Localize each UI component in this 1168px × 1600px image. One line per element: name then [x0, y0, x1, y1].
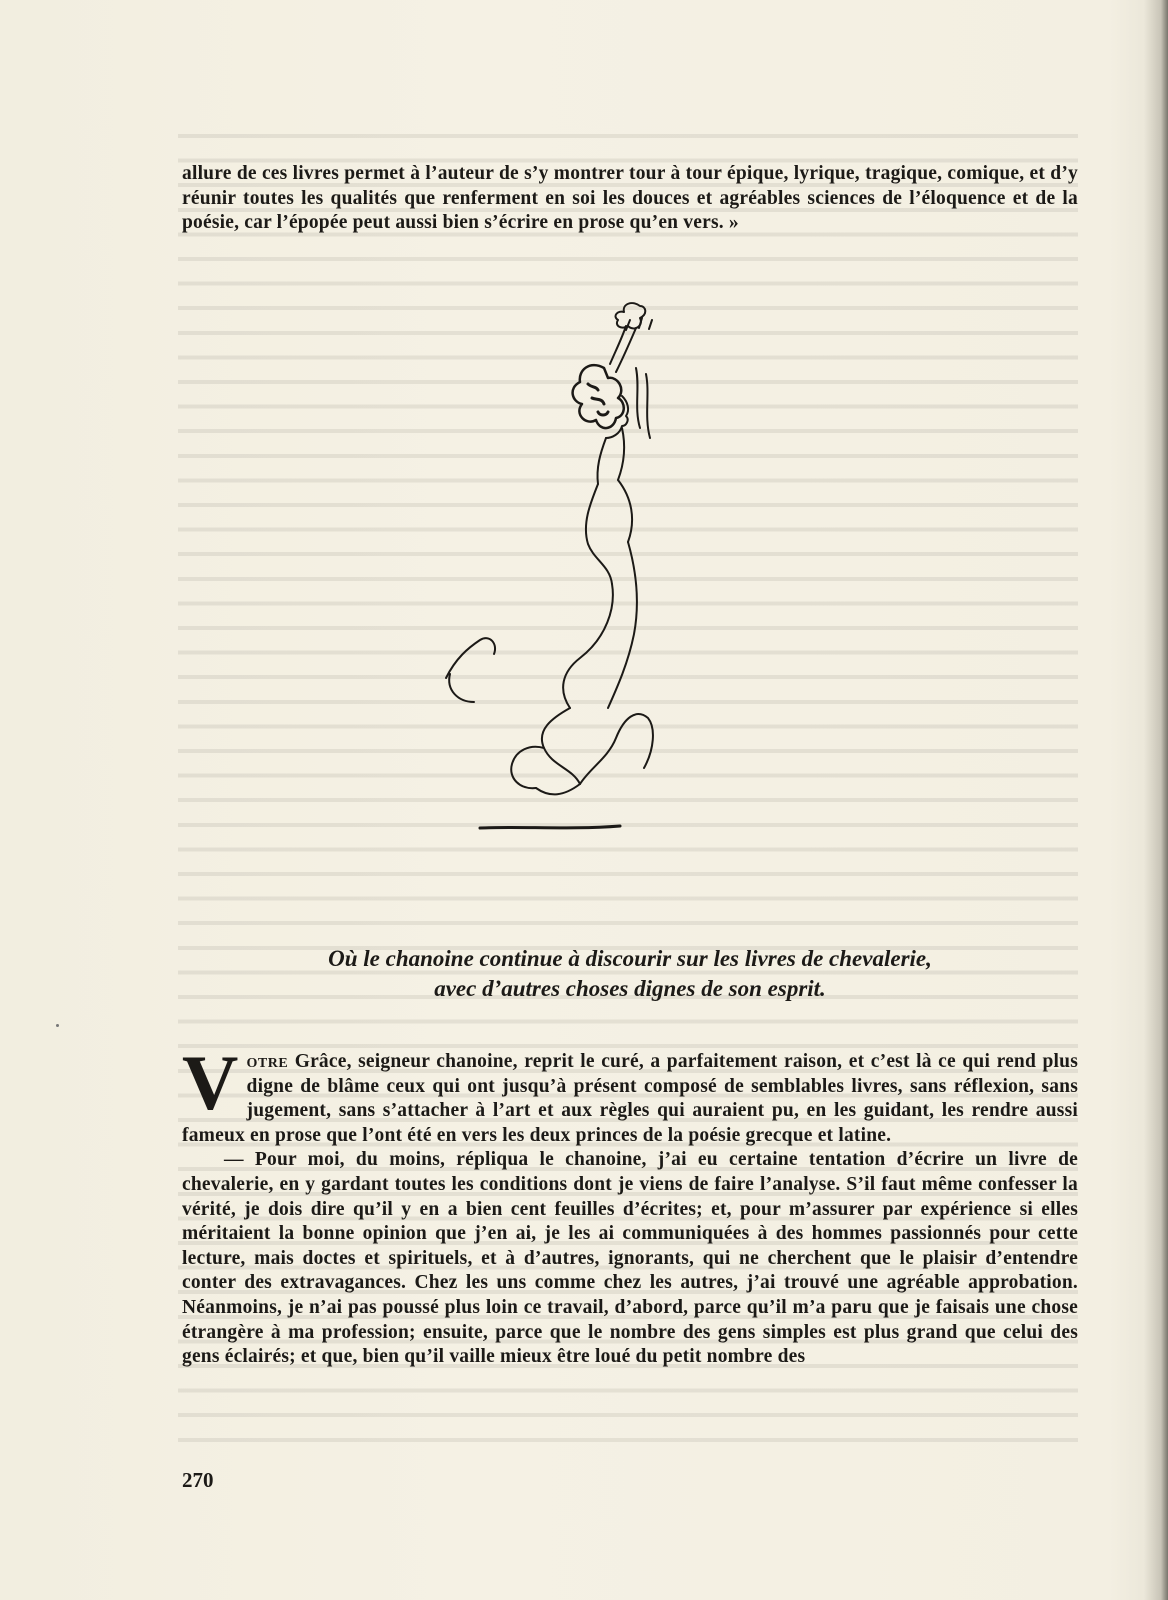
chapter-heading-line-2: avec d’autres choses dignes de son esprit. [434, 976, 826, 1001]
top-paragraph [182, 162, 1078, 236]
chapter-heading-line-1: Où le chanoine continue à discourir sur les livres de chevalerie, [328, 946, 932, 971]
body-paragraph-2: — Pour moi, du moins, répliqua le chanoine, j’ai eu certaine tentation d’écrire un livre de chevalerie, en y gardant toutes les conditions dont je viens de faire l’analyse. S’il faut même confesser la vérité, je dois dire qu’il y en a bien cent feuilles d’écrites; et, pour m’assurer par expérience si elles méritaient la bonne opinion que j’en ai, je les ai communiquées à des hommes passionnés pour cette lecture, mais doctes et spirituels, et à d’autres, ignorants, qui ne cherchent que le plaisir d’entendre conter des extravagances. Chez les uns comme chez les autres, j’ai trouvé une agréable approbation. Néanmoins, je n’ai pas poussé plus loin ce travail, d’abord, parce qu’il m’a paru que je faisais une chose étrangère à ma profession; ensuite, parce que le nombre des gens simples est plus grand que celui des gens éclairés; et que, bien qu’il vaille mieux être loué du petit nombre des [182, 1149, 1078, 1368]
page-edge-shadow [1144, 0, 1168, 1600]
top-paragraph-text: allure de ces livres permet à l’auteur de s’y montrer tour à tour épique, lyrique, tragique, comique, et d’y réunir toutes les qualités que renferment en soi les douces et agréables sciences de l’éloquence et de la poésie, car l’épopée peut aussi bien s’écrire en prose qu’en vers. » [182, 163, 1078, 234]
body-paragraph-1 [182, 1039, 1078, 1148]
body-paragraph-1-text: Grâce, seigneur chanoine, reprit le curé, a parfaitement raison, et c’est là ce qui rend plus digne de blâme ceux qui ont jusqu’à présent composé de semblables livres, sans réflexion, sans jugement, sans s’attacher à l’art et aux règles qui auraient pu, en les guidant, les rendre aussi fameux en prose que l’ont été en vers les deux princes de la poésie grecque et latine. [182, 1051, 1078, 1146]
page-number: 270 [182, 1468, 214, 1492]
small-caps-lead: otre [246, 1051, 289, 1072]
body-text [182, 1039, 1078, 1370]
drop-cap: V [182, 1039, 239, 1126]
ink-sketch-figure-icon [440, 298, 660, 858]
margin-speck [56, 1024, 59, 1027]
chapter-heading [182, 944, 1078, 1004]
